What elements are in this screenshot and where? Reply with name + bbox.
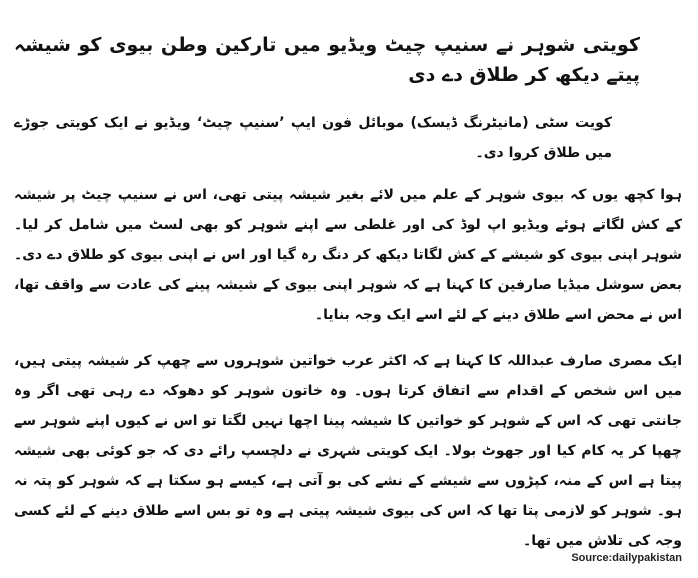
news-article xyxy=(14,14,682,572)
article-paragraph-1: ہوا کچھ یوں کہ بیوی شوہر کے علم میں لائے بغیر شیشہ پیتی تھی، اس نے سنیپ چیٹ پر شیشہ کے کش لگاتے ہوئے ویڈیو اپ لوڈ کی اور غلطی سے اپنے شوہر کو بھی لسٹ میں شامل کر لیا۔ شوہر اپنی بیوی کو شیشے کے کش لگاتا دیکھ کر دنگ رہ گیا اور اس نے اپنی بیوی کو طلاق دے دی۔ بعض سوشل میڈیا صارفین کا کہنا ہے کہ شوہر اپنی بیوی کے شیشہ پینے کی عادت سے واقف تھا، اس نے محض اسے طلاق دینے کے لئے اسے ایک وجہ بنایا۔ xyxy=(14,187,682,323)
article-dateline: کویت سٹی (مانیٹرنگ ڈیسک) موبائل فون ایپ ’سنیپ چیٹ‘ ویڈیو نے ایک کویتی جوڑے میں طلاق کروا دی۔ xyxy=(14,115,612,161)
article-headline: کویتی شوہر نے سنیپ چیٹ ویڈیو میں تارکین وطن بیوی کو شیشہ پیتے دیکھ کر طلاق دے دی xyxy=(14,34,640,86)
source-credit: Source:dailypakistan xyxy=(571,552,682,564)
article-paragraph-2: ایک مصری صارف عبداللہ کا کہنا ہے کہ اکثر عرب خواتین شوہروں سے چھپ کر شیشہ پیتی ہیں، میں اس شخص کے اقدام سے اتفاق کرتا ہوں۔ وہ خاتون شوہر کو دھوکہ دے رہی تھی اگر وہ جانتی تھی کہ اس کے شوہر کو خواتین کا شیشہ پینا اچھا نہیں لگتا تو اس نے کیوں اپنے شوہر سے چھپا کر یہ کام کیا اور جھوٹ بولا۔ ایک کویتی شہری نے دلچسپ رائے دی کہ جو کوئی بھی شیشہ پیتا ہے اس کے منہ، کپڑوں سے شیشے کے نشے کی بو آتی ہے، کیسے ہو سکتا ہے کہ شوہر کو پتہ نہ ہو۔ شوہر کو لازمی پتا تھا کہ اس کی بیوی شیشہ پیتی ہے وہ تو بس اسے طلاق دینے کے لئے کسی وجہ کی تلاش میں تھا۔ xyxy=(14,353,682,549)
